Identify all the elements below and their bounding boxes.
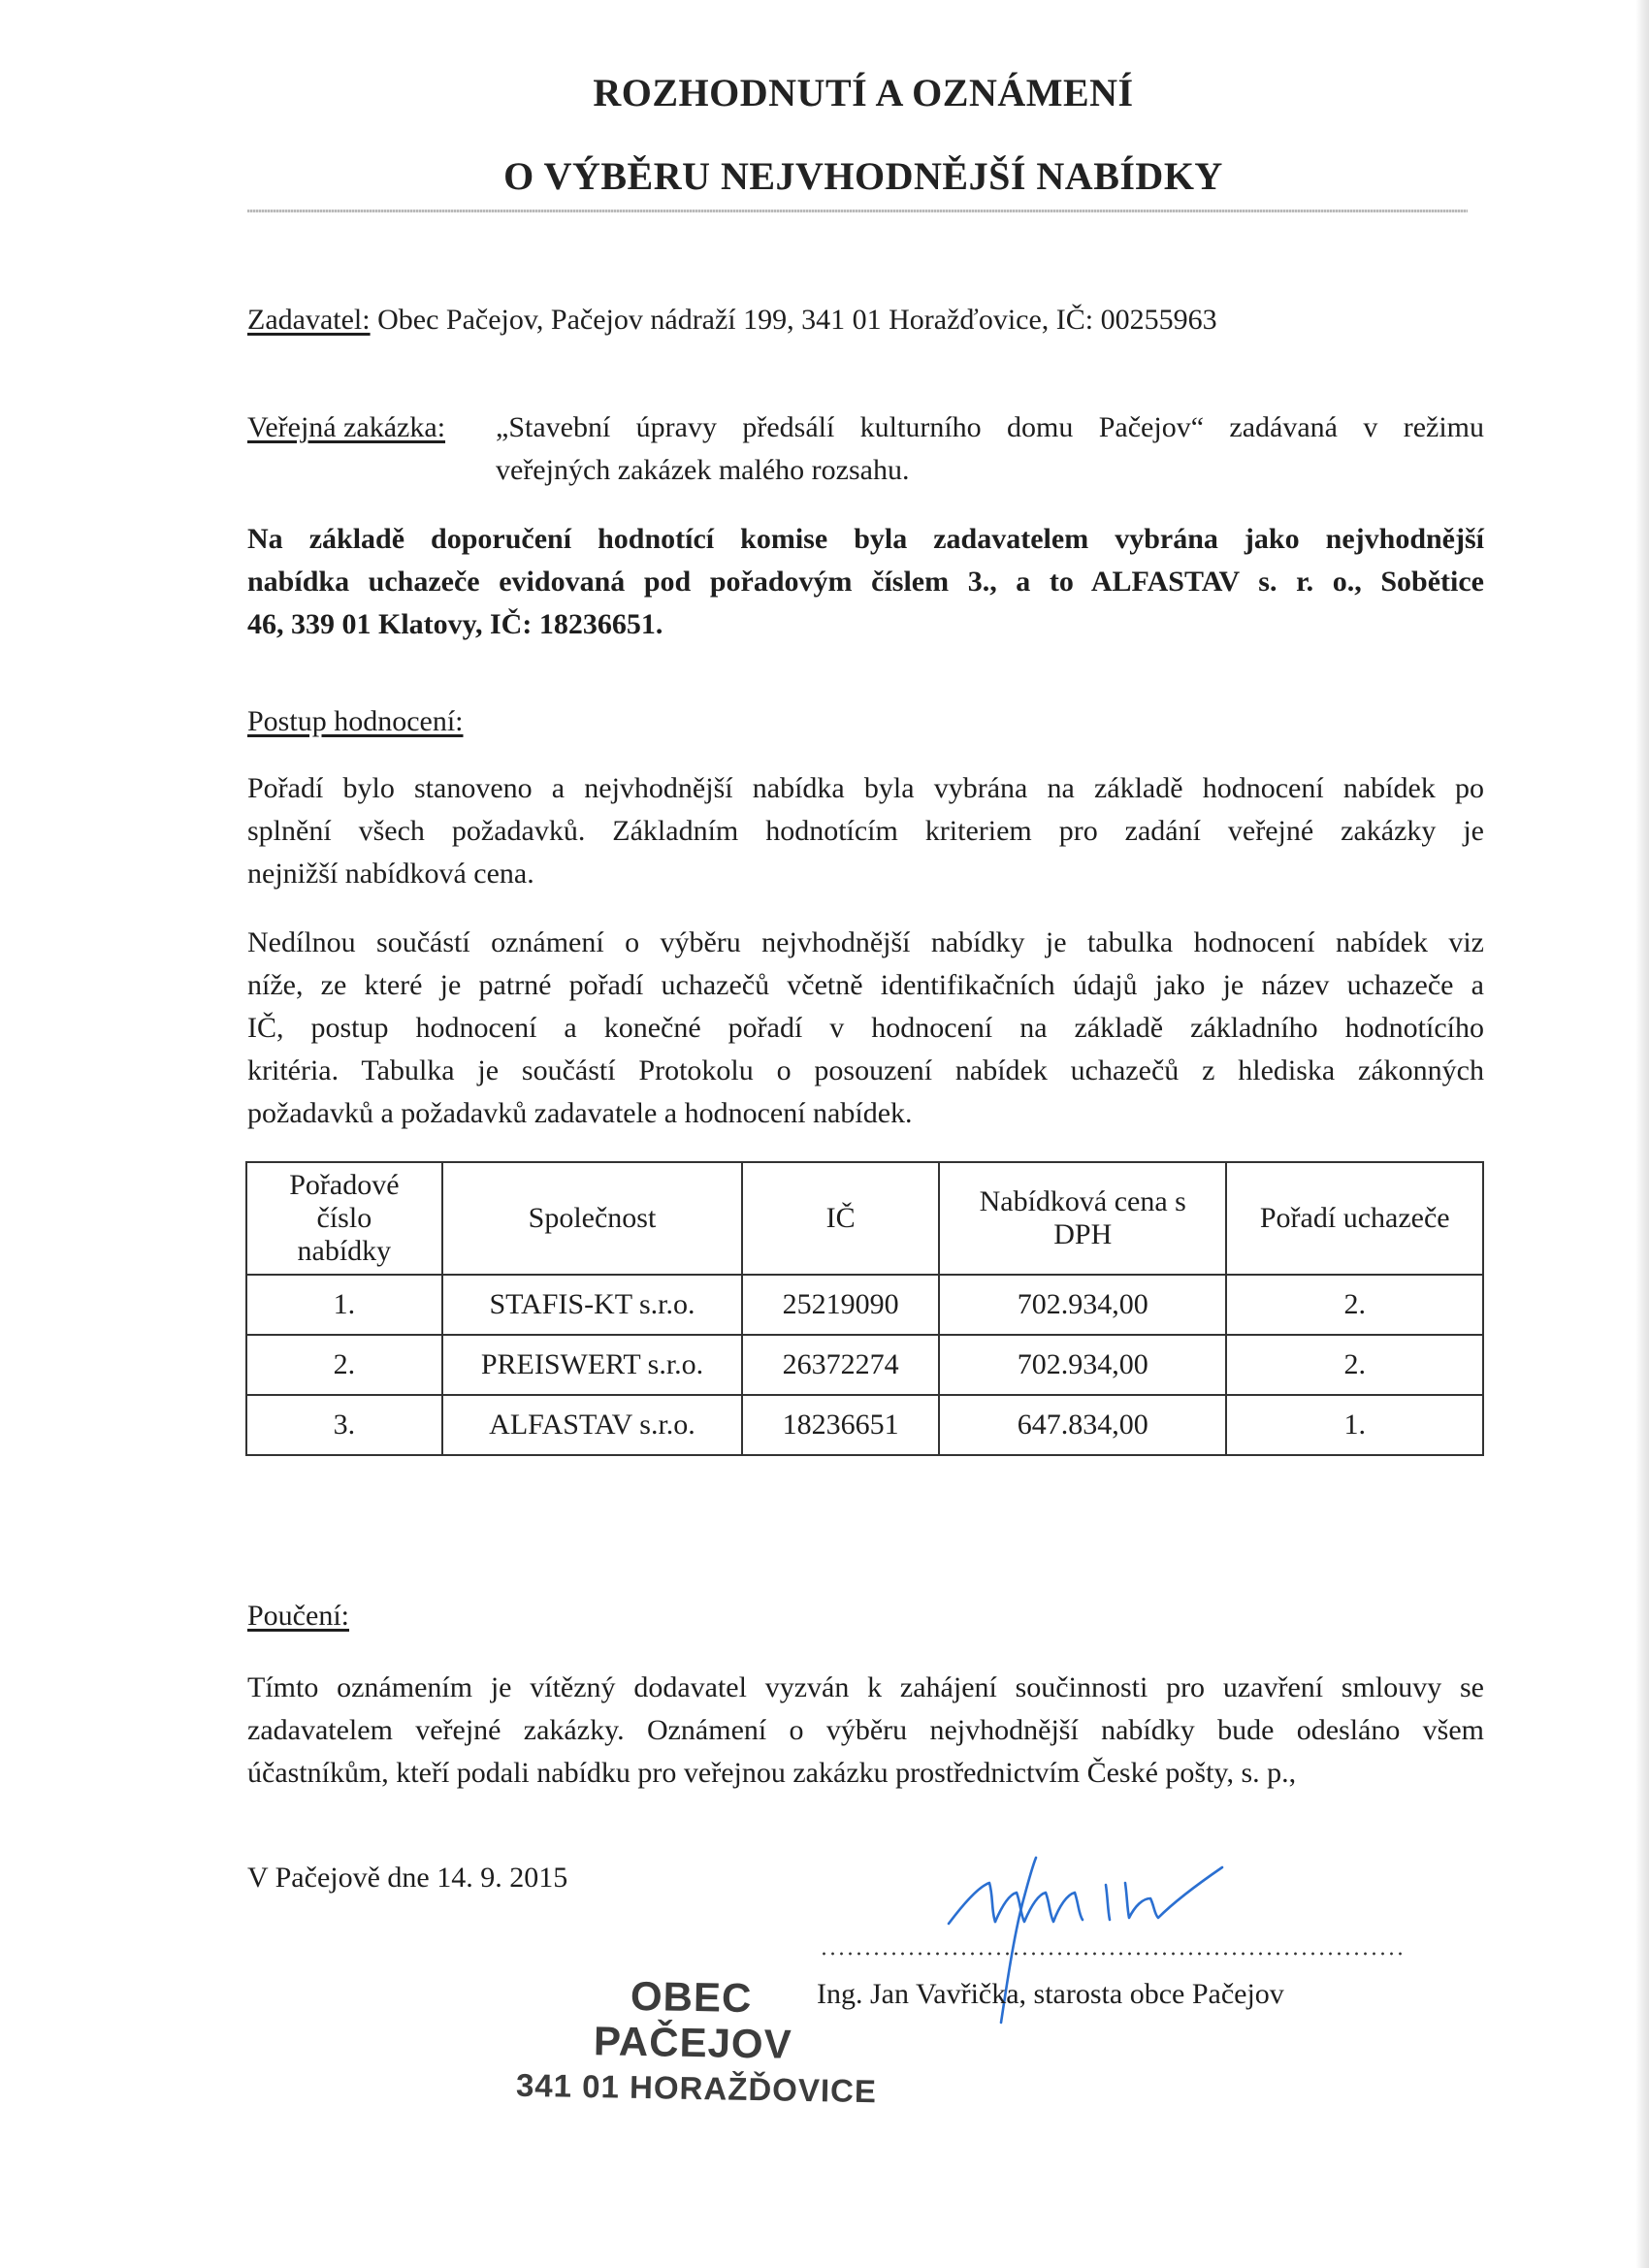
header-text: Nabídková cena s <box>979 1185 1186 1217</box>
header-company <box>442 1162 743 1275</box>
decision-line: 46, 339 01 Klatovy, IČ: 18236651. <box>247 608 663 640</box>
public-contract <box>247 406 1484 449</box>
cell-ic: 18236651 <box>742 1395 939 1455</box>
cell-price: 647.834,00 <box>939 1395 1226 1455</box>
paragraph-line: nejnižší nabídková cena. <box>247 858 534 890</box>
contracting-authority-label: Zadavatel: <box>247 304 371 336</box>
paragraph-line: Nedílnou součástí oznámení o výběru nejvhodnější nabídky je tabulka hodnocení nabídek viz <box>247 926 1484 958</box>
instruction-paragraph <box>247 1667 1484 1795</box>
paragraph-line: Tímto oznámením je vítězný dodavatel vyzván k zahájení součinnosti pro uzavření smlouvy se <box>247 1671 1484 1703</box>
public-contract-value-line1: „Stavební úpravy předsálí kulturního domu Pačejov“ zadávaná v režimu <box>496 411 1484 443</box>
cell-offer-number: 2. <box>246 1335 442 1395</box>
cell-rank: 2. <box>1226 1275 1483 1335</box>
signatory-name: Ing. Jan Vavřička, starosta obce Pačejov <box>817 1978 1284 2010</box>
header-text: nabídky <box>297 1235 392 1267</box>
stamp-line2: PAČEJOV <box>593 2018 793 2067</box>
header-text: Společnost <box>528 1202 657 1234</box>
decision-line: Na základě doporučení hodnotící komise byla zadavatelem vybrána jako nejvhodnější <box>247 523 1484 555</box>
cell-offer-number: 3. <box>246 1395 442 1455</box>
table-header-row <box>246 1162 1483 1275</box>
cell-company: ALFASTAV s.r.o. <box>442 1395 743 1455</box>
cell-rank: 2. <box>1226 1335 1483 1395</box>
header-price-with-vat <box>939 1162 1226 1275</box>
title-separator <box>247 210 1468 212</box>
header-ic <box>742 1162 939 1275</box>
contracting-authority-value: Obec Pačejov, Pačejov nádraží 199, 341 01 Horažďovice, IČ: 00255963 <box>370 304 1217 336</box>
decision-statement <box>247 518 1484 646</box>
paragraph-line: požadavků a požadavků zadavatele a hodnocení nabídek. <box>247 1097 913 1129</box>
cell-ic: 26372274 <box>742 1335 939 1395</box>
document-title-line2: O VÝBĚRU NEJVHODNĚJŠÍ NABÍDKY <box>503 154 1223 198</box>
instruction-heading-text: Poučení: <box>247 1600 349 1632</box>
table-row <box>246 1335 1483 1395</box>
header-text: DPH <box>1053 1218 1113 1250</box>
instruction-heading <box>247 1595 349 1637</box>
paragraph-line: splnění všech požadavků. Základním hodnotícím kriteriem pro zadání veřejné zakázky je <box>247 815 1484 847</box>
header-text: Pořadí uchazeče <box>1259 1202 1450 1234</box>
table-row <box>246 1275 1483 1335</box>
header-text: Pořadové <box>289 1169 400 1201</box>
evaluation-paragraph-2 <box>247 922 1484 1135</box>
cell-company: PREISWERT s.r.o. <box>442 1335 743 1395</box>
evaluation-heading-text: Postup hodnocení: <box>247 705 464 737</box>
paragraph-line: zadavatelem veřejné zakázky. Oznámení o výběru nejvhodnější nabídky bude odesláno všem <box>247 1714 1484 1746</box>
stamp-line3: 341 01 HORAŽĎOVICE <box>515 2066 878 2110</box>
cell-ic: 25219090 <box>742 1275 939 1335</box>
scan-edge-shadow <box>1635 0 1649 2268</box>
contracting-authority <box>247 299 1217 341</box>
cell-price: 702.934,00 <box>939 1335 1226 1395</box>
header-text: číslo <box>316 1202 372 1234</box>
paragraph-line: kritéria. Tabulka je součástí Protokolu o posouzení nabídek uchazečů z hlediska zákonných <box>247 1054 1484 1086</box>
cell-company: STAFIS-KT s.r.o. <box>442 1275 743 1335</box>
document-title-line1: ROZHODNUTÍ A OZNÁMENÍ <box>593 71 1134 114</box>
cell-price: 702.934,00 <box>939 1275 1226 1335</box>
public-contract-value-line2: veřejných zakázek malého rozsahu. <box>496 454 910 486</box>
paragraph-line: Pořadí bylo stanoveno a nejvhodnější nabídka byla vybrána na základě hodnocení nabídek po <box>247 772 1484 804</box>
evaluation-table <box>245 1161 1484 1456</box>
cell-rank: 1. <box>1226 1395 1483 1455</box>
place-and-date: V Pačejově dne 14. 9. 2015 <box>247 1862 568 1894</box>
paragraph-line: IČ, postup hodnocení a konečné pořadí v hodnocení na základě základního hodnotícího <box>247 1012 1484 1044</box>
table-row <box>246 1395 1483 1455</box>
header-offer-number <box>246 1162 442 1275</box>
evaluation-heading <box>247 700 464 743</box>
stamp-line1: OBEC <box>630 1972 753 2022</box>
header-text: IČ <box>825 1202 856 1234</box>
header-bidder-rank <box>1226 1162 1483 1275</box>
public-contract-label: Veřejná zakázka: <box>247 411 446 443</box>
decision-line: nabídka uchazeče evidovaná pod pořadovým číslem 3., a to ALFASTAV s. r. o., Sobětice <box>247 566 1484 598</box>
paragraph-line: níže, ze které je patrné pořadí uchazečů včetně identifikačních údajů jako je název uchazeče a <box>247 969 1484 1001</box>
cell-offer-number: 1. <box>246 1275 442 1335</box>
evaluation-paragraph-1 <box>247 767 1484 895</box>
paragraph-line: účastníkům, kteří podali nabídku pro veřejnou zakázku prostřednictvím České pošty, s. p., <box>247 1757 1297 1789</box>
